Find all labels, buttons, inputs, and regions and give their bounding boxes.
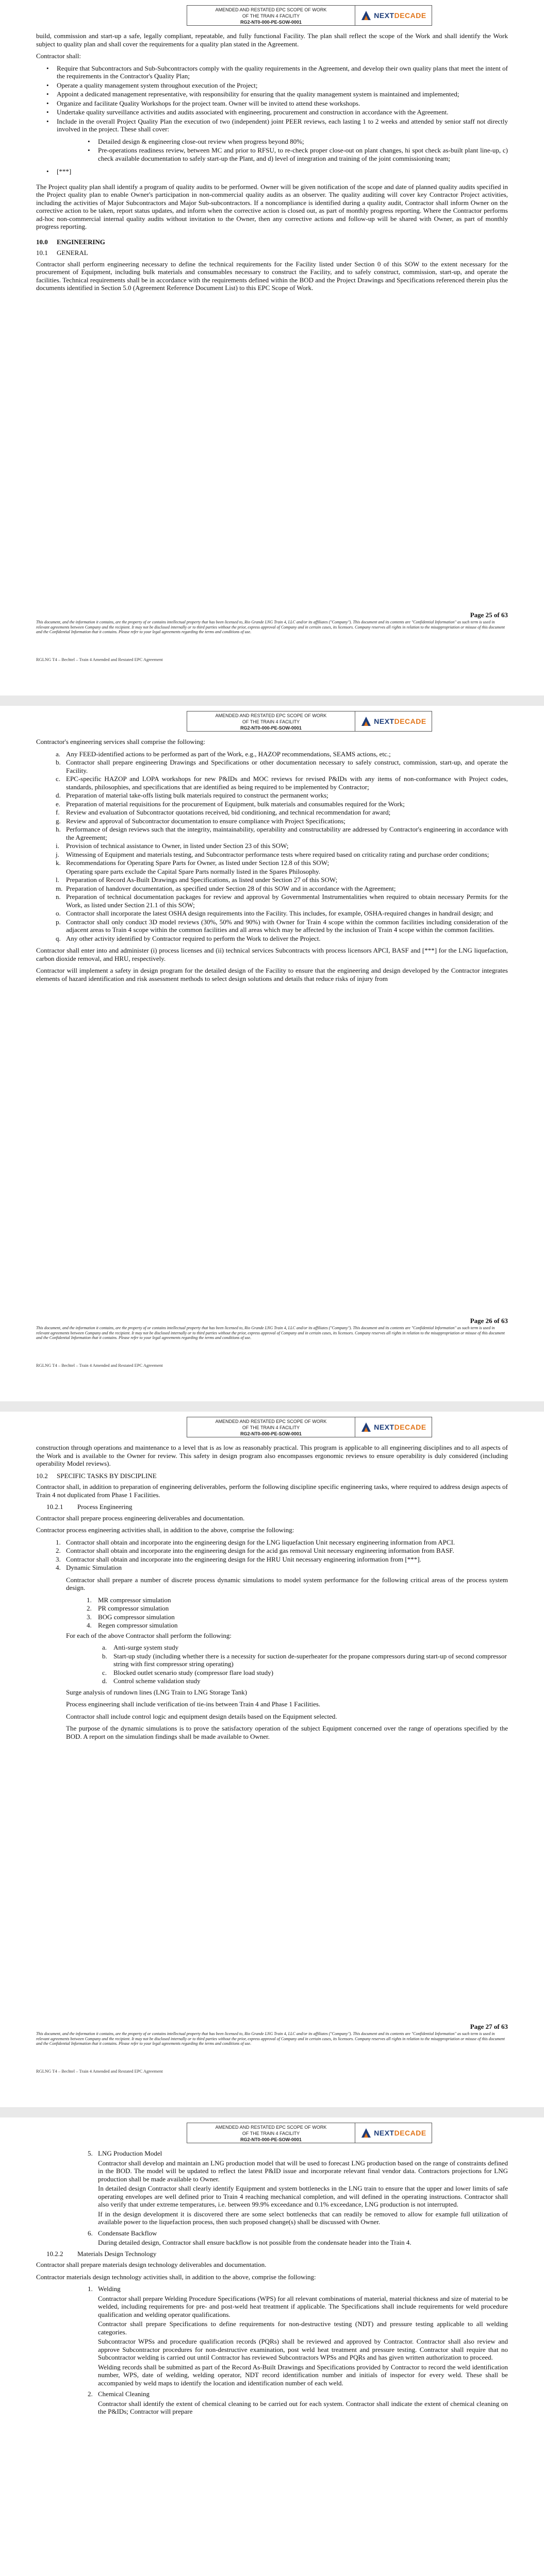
list-item	[36, 876, 508, 884]
company-logo	[355, 6, 432, 25]
list-marker: j.	[56, 850, 59, 858]
page-number: Page 27 of 63	[470, 2023, 508, 2030]
list-marker: n.	[56, 893, 61, 901]
subsubsection-title: Process Engineering	[77, 1503, 133, 1511]
list-marker: b.	[102, 1652, 107, 1660]
list-item: • Detailed design & engineering close-out review when progress beyond 80%;	[36, 138, 508, 146]
list-item	[36, 817, 508, 825]
list-item-text: Provision of technical assistance to Owner, in listed under Section 23 of this SOW;	[66, 842, 289, 850]
list-item	[36, 750, 508, 758]
section-title: ENGINEERING	[57, 238, 105, 246]
company-logo	[355, 711, 432, 731]
paragraph: Contractor shall identify the extent of chemical cleaning to be carried out for each system. Contractor shall indicate the extent of chemical cleaning on the P&IDs; Contractor will prepare	[98, 2399, 508, 2415]
paragraph: Subcontractor WPSs and procedure qualification records (PQRs) shall be reviewed and approved by Contractor. Contractor shall also review and approve Subcontractor procedures for non-destructive examination, post weld heat treatment and pressure testing. Contractor shall require that no Subcontractor welding is carried out until Contractor has reviewed Subcontractors WPSs and PQRs and has given written authorization to proceed.	[98, 2337, 508, 2361]
list-marker: 2.	[56, 1547, 61, 1554]
paragraph: In detailed design Contractor shall clearly identify Equipment and system bottlenecks in the LNG train to ensure that the upper and lower limits of safe operating envelopes are well defined prior to Train 4 reaching mechanical completion, and will defined in the operating instructions. Contractor shall also verify that under extreme temperatures, i.e. between 99.9% exceedance and 0.1% exceedance, LNG production is not interrupted.	[98, 2184, 508, 2208]
logo-text-decade: DECADE	[394, 717, 426, 725]
page-header	[187, 711, 432, 732]
logo-text-next: NEXT	[374, 1423, 394, 1431]
header-title	[187, 711, 355, 731]
paragraph: construction through operations and maintenance to a level that is as low as reasonably practical. This program is applicable to all engineering disciplines and to all aspects of the Work and is available to the Owner for review. This safety in design program also encompasses ergonomic reviews to ensure operability is duly considered (including operability Model reviews).	[36, 1444, 508, 1467]
paragraph: Contractor shall develop and maintain an LNG production model that will be used to forecast LNG production based on the range of constraints defined in the BOD. The model will be updated to reflect the latest P&ID issue and incorporate relevant final vendor data. Contractors projections for LNG production shall be made available to Owner.	[98, 2159, 508, 2183]
paragraph: Contractor will implement a safety in design program for the detailed design of the Facility to ensure that the engineering and design developed by the Contractor integrates elements of hazard identification and risk assessment methods to select design solutions and details that reduce risks of injury from	[36, 967, 508, 982]
list-item-text: Preparation of Record As-Built Drawings and Specifications, as listed under Section 27 of this SOW;	[66, 876, 338, 884]
page-header	[187, 5, 432, 26]
confidentiality-notice: This document, and the information it contains, are the property of or contains intellectual property that has been licensed to, Rio Grande LNG Train 4, LLC and/or its affiliates ("Company"). This document and its contents are "Confidential Information" as such term is used in relevant agreements between Company and the recipient. It may not be disclosed internally or to third parties without the prior, express approval of Company and in certain cases, its licensors. Company reserves all rights in relation to the misappropriation or misuse of this document and the Confidential Information that it contains. Please refer to your legal agreements regarding the terms and conditions of use.	[36, 2031, 505, 2046]
paragraph: build, commission and start-up a safe, legally compliant, repeatable, and fully functional Facility. The plan shall reflect the scope of the Work and shall identify the Work subject to quality plan and shall cover the requirements for a quality plan stated in the Agreement.	[36, 32, 508, 48]
list-marker: a.	[102, 1643, 107, 1651]
paragraph: Contractor materials design technology activities shall, in addition to the above, comprise the following:	[36, 2273, 316, 2281]
header-line-2: OF THE TRAIN 4 FACILITY	[242, 719, 300, 724]
paragraph: Contractor shall prepare Specifications to define requirements for non-destructive testing (NDT) and pressure testing applicable to all welding categories.	[98, 2320, 508, 2336]
confidentiality-notice: This document, and the information it contains, are the property of or contains intellectual property that has been licensed to, Rio Grande LNG Train 4, LLC and/or its affiliates ("Company"). This document and its contents are "Confidential Information" as such term is used in relevant agreements between Company and the recipient. It may not be disclosed internally or to third parties without the prior, express approval of Company and in certain cases, its licensors. Company reserves all rights in relation to the misappropriation or misuse of this document and the Confidential Information that it contains. Please refer to your legal agreements regarding the terms and conditions of use.	[36, 620, 505, 634]
list-item-text: Contractor shall incorporate the latest OSHA design requirements into the Facility. This includes, for example, OSHA-required changes in handrail design; and	[66, 909, 493, 917]
header-line-1: AMENDED AND RESTATED EPC SCOPE OF WORK	[215, 1419, 327, 1424]
list-marker: k.	[56, 859, 61, 867]
logo-text-next: NEXT	[374, 11, 394, 20]
item-number: 1.	[88, 2285, 93, 2293]
numbered-item	[36, 2229, 508, 2247]
list-item	[36, 1652, 508, 1668]
item-number: 6.	[88, 2229, 93, 2237]
header-line-2: OF THE TRAIN 4 FACILITY	[242, 13, 300, 19]
paragraph: If in the design development it is discovered there are some select bottlenecks that can readily be removed to allow for example full utilization of available power to the liquefaction process, then such proposed change(s) shall be discussed with Owner.	[98, 2210, 508, 2226]
header-line-2: OF THE TRAIN 4 FACILITY	[242, 2131, 300, 2136]
header-title	[187, 6, 355, 25]
list-item-text: PR compressor simulation	[98, 1604, 169, 1612]
list-item: • Require that Subcontractors and Sub-Subcontractors comply with the quality requirements in the Agreement, and develop their own quality plans that meet the intent of the requirements in the Contractor's Quality Plan;	[36, 64, 508, 80]
list-item	[36, 1555, 508, 1564]
page-header	[187, 2123, 432, 2143]
list-item-text: Preparation of handover documentation, as specified under Section 28 of this SOW and in accordance with the Agreement;	[66, 884, 396, 892]
logo-mark-icon	[360, 10, 372, 21]
bullet-list	[36, 64, 508, 133]
paragraph: The purpose of the dynamic simulations is to prove the satisfactory operation of the subject Equipment concerned over the range of operations specified by the BOD. A report on the simulation findings shall be made available to Owner.	[66, 1724, 508, 1740]
list-item-text: Preparation of technical documentation packages for review and approval by Governmental Instrumentalities when required to obtain necessary Permits for the Work, as listed under Section 21.1 of this SOW;	[66, 893, 508, 909]
list-item-text: Witnessing of Equipment and materials testing, and Subcontractor performance tests where required based on criticality rating and purchase order conditions;	[66, 850, 489, 858]
list-item	[36, 1669, 508, 1677]
item-title: LNG Production Model	[98, 2149, 162, 2157]
paragraph: Welding records shall be submitted as part of the Record As-Built Drawings and Specifications provided by Contractor to record the weld identification number, WPS, date of welding, welding operator, NDT record identification number and initials of inspector for every weld. These shall be accompanied by weld maps to identify the location and identification number of each weld.	[98, 2363, 508, 2387]
confidentiality-notice: This document, and the information it contains, are the property of or contains intellectual property that has been licensed to, Rio Grande LNG Train 4, LLC and/or its affiliates ("Company"). This document and its contents are "Confidential Information" as such term is used in relevant agreements between Company and the recipient. It may not be disclosed internally or to third parties without the prior, express approval of Company and in certain cases, its licensors. Company reserves all rights in relation to the misappropriation or misuse of this document and the Confidential Information that it contains. Please refer to your legal agreements regarding the terms and conditions of use.	[36, 1326, 505, 1340]
paragraph: During detailed design, Contractor shall ensure backflow is not possible from the condensate header into the Train 4.	[98, 2239, 411, 2246]
list-marker: e.	[56, 800, 61, 808]
paragraph: Contractor shall enter into and administer (i) process licenses and (ii) technical services Subcontracts with process licensors APCI, BASF and [***] for the LNG liquefaction, carbon dioxide removal, and HRU, respectively.	[36, 946, 508, 962]
list-marker: 3.	[87, 1613, 92, 1621]
list-item	[36, 775, 508, 791]
header-title	[187, 1417, 355, 1437]
list-item-text: Regen compressor simulation	[98, 1621, 178, 1629]
paragraph: For each of the above Contractor shall perform the following:	[66, 1631, 232, 1639]
paragraph: Contractor shall perform engineering necessary to define the technical requirements for the Facility listed under Section 0 of this SOW to the extent necessary for the procurement of Equipment, including bulk materials and consumables necessary to construct the Facility, and to safely construct, commission, start-up, and operate the facilities. Technical requirements shall be in accordance with the requirements defined within the BOD and the Project Drawings and Specifications referenced therein plus the documents identified in Section 5.0 (Agreement Reference Document List) to this EPC Scope of Work.	[36, 260, 508, 292]
subsection-heading	[36, 249, 508, 257]
header-line-1: AMENDED AND RESTATED EPC SCOPE OF WORK	[215, 713, 327, 718]
list-item: • [***]	[36, 167, 508, 176]
list-item-text: Review and evaluation of Subcontractor quotations received, bid conditioning, and technical recommendation for award;	[66, 808, 391, 816]
list-item	[36, 1604, 508, 1613]
list-item-text: Contractor shall obtain and incorporate into the engineering design for the LNG liquefaction Unit necessary engineering information from APCI.	[66, 1538, 455, 1546]
logo-mark-icon	[360, 1421, 372, 1433]
logo-mark-icon	[360, 716, 372, 727]
list-marker: m.	[56, 884, 63, 892]
list-marker: g.	[56, 817, 61, 825]
list-item-text: Review and approval of Subcontractor documentation to ensure compliance with Project Specifications;	[66, 817, 345, 825]
page-body	[36, 738, 508, 987]
list-marker: d.	[56, 791, 61, 799]
paragraph: Contractor shall prepare materials design technology deliverables and documentation.	[36, 2261, 267, 2268]
list-item-text: Blocked outlet scenario study (compressor flare load study)	[113, 1668, 274, 1676]
header-doc-number: RG2-NT0-000-PE-SOW-0001	[240, 1431, 302, 1436]
header-title	[187, 2123, 355, 2143]
list-item-text: EPC-specific HAZOP and LOPA workshops for new P&IDs and MOC reviews for revised P&IDs with any items of non-conformance with Project codes, standards, philosophies, and specifications that are identified as being required to be implemented by Contractor;	[66, 775, 508, 791]
paragraph: Contractor shall include control logic and equipment design details based on the Equipment selected.	[66, 1712, 337, 1720]
logo-mark-icon	[360, 2127, 372, 2139]
paragraph: Contractor shall:	[36, 52, 81, 60]
subsubsection-title: Materials Design Technology	[77, 2249, 157, 2258]
list-item	[36, 825, 508, 841]
item-title: Condensate Backflow	[98, 2229, 157, 2237]
subsection-title: GENERAL	[57, 249, 88, 257]
list-marker: a.	[56, 750, 61, 758]
list-item	[36, 885, 508, 893]
numbered-list	[36, 1596, 508, 1630]
subsubsection-number: 10.2.2	[46, 2249, 63, 2258]
list-marker: l.	[56, 876, 59, 884]
subsubsection-number: 10.2.1	[46, 1503, 63, 1511]
paragraph: Contractor shall prepare Welding Procedure Specifications (WPS) for all relevant combinations of material, material thickness and size of material to be welded, including requirements for pre- and post-weld heat treatment if applicable. The Specifications shall include requirements for weld procedure qualification and welding operator qualifications.	[98, 2294, 508, 2318]
list-marker: q.	[56, 934, 61, 942]
list-item: • Include in the overall Project Quality Plan the execution of two (independent) joint PEER reviews, each lasting 1 to 2 weeks and attended by senior staff not directly involved in the project. These shall cover:	[36, 117, 508, 133]
paragraph: Surge analysis of rundown lines (LNG Train to LNG Storage Tank)	[66, 1688, 248, 1696]
paragraph: The Project quality plan shall identify a program of quality audits to be performed. Owner will be given notification of the scope and date of planned quality audits specified in the Project quality plan to enable Owner's participation in non-commercial quality audits as an observer. The quality auditing will cover key Contractor Project activities, including the activities of Major Subcontractors and Major Sub-subcontractors. If a noncompliance is identified during a quality audit, Contractor shall inform Owner on the corrective action to be taken, report status updates, and inform when the corrective action is closed out, as part of monthly progress reporting. Where the Contractor performs ad-hoc non-commercial internal quality audits without invitation to the Owner, then any corrective actions and follow-up will be shared with Owner, as part of monthly progress reporting.	[36, 182, 508, 230]
lettered-list	[36, 750, 508, 943]
list-item-text: Anti-surge system study	[113, 1643, 179, 1651]
list-item	[36, 935, 508, 943]
list-item	[36, 893, 508, 909]
list-item	[36, 1564, 508, 1572]
lettered-list	[36, 1643, 508, 1685]
header-line-2: OF THE TRAIN 4 FACILITY	[242, 1425, 300, 1430]
paragraph: Contractor shall prepare process engineering deliverables and documentation.	[36, 1514, 245, 1522]
list-item	[36, 851, 508, 859]
list-item: • Undertake quality surveillance activities and audits associated with engineering, procurement and construction in accordance with the Agreement.	[36, 108, 508, 116]
bullet-list	[36, 167, 508, 176]
subsection-title: SPECIFIC TASKS BY DISCIPLINE	[57, 1471, 157, 1480]
list-item-text: Preparation of material requisitions for the procurement of Equipment, bulk materials and consumables required for the Work;	[66, 800, 405, 808]
list-item-text: MR compressor simulation	[98, 1596, 171, 1604]
document-page-1	[0, 0, 544, 696]
subsubsection-heading	[46, 1503, 508, 1511]
list-item	[36, 868, 508, 876]
list-item	[36, 859, 508, 867]
page-number: Page 26 of 63	[470, 1317, 508, 1325]
list-item-text: BOG compressor simulation	[98, 1613, 175, 1621]
item-number: 2.	[88, 2390, 93, 2398]
page-number: Page 25 of 63	[470, 611, 508, 619]
page-header	[187, 1417, 432, 1437]
paragraph: Contractor process engineering activities shall, in addition to the above, comprise the following:	[36, 1526, 294, 1534]
page-body	[36, 1444, 508, 1744]
list-marker: 2.	[87, 1604, 92, 1612]
header-doc-number: RG2-NT0-000-PE-SOW-0001	[240, 2137, 302, 2142]
subsection-number: 10.1	[36, 249, 48, 257]
list-marker: c.	[56, 775, 61, 783]
list-item-text: Contractor shall only conduct 3D model reviews (30%, 50% and 90%) with Owner for Train 4 scope within the common facilities including consideration of the adjacent areas to Train 4 scope within the common facilities and all areas which may be affected by the inclusion of Train 4 scope within the common facilities.	[66, 918, 508, 934]
sub-bullet-list	[36, 138, 508, 163]
header-line-1: AMENDED AND RESTATED EPC SCOPE OF WORK	[215, 7, 327, 12]
list-marker: 1.	[56, 1538, 61, 1546]
list-marker: i.	[56, 842, 59, 850]
list-item-text: Contractor shall prepare engineering Drawings and Specifications or other documentation necessary to safely construct, commission, start-up, and operate the Facility.	[66, 758, 508, 774]
list-item-text: Recommendations for Operating Spare Parts for Owner, as listed under Section 12.8 of this SOW;	[66, 859, 329, 867]
list-item	[36, 808, 508, 817]
header-line-1: AMENDED AND RESTATED EPC SCOPE OF WORK	[215, 2125, 327, 2130]
list-item: • Operate a quality management system throughout execution of the Project;	[36, 81, 508, 90]
logo-text-decade: DECADE	[394, 2129, 426, 2137]
company-logo	[355, 1417, 432, 1437]
list-item	[36, 791, 508, 800]
list-item	[36, 918, 508, 934]
paragraph: Contractor shall prepare a number of discrete process dynamic simulations to model system performance for the following critical areas of the process system design.	[66, 1575, 508, 1591]
page-body	[36, 2149, 508, 2419]
document-page-3	[0, 1412, 544, 2107]
logo-text-next: NEXT	[374, 2129, 394, 2137]
numbered-list	[36, 1538, 508, 1572]
list-item: • Organize and facilitate Quality Workshops for the project team. Owner will be invited to attend these workshops.	[36, 99, 508, 108]
paragraph: Contractor shall, in addition to preparation of engineering deliverables, perform the following discipline specific engineering tasks, where required to address design aspects of Train 4 not duplicated from Phase 1 Facilities.	[36, 1483, 508, 1499]
list-marker: p.	[56, 918, 61, 926]
list-item	[36, 842, 508, 850]
list-item	[36, 1621, 508, 1630]
subsubsection-heading	[46, 2250, 508, 2258]
paragraph: Process engineering shall include verification of tie-ins between Train 4 and Phase 1 Facilities.	[66, 1700, 321, 1708]
document-page-2	[0, 706, 544, 1401]
numbered-item	[36, 2285, 508, 2387]
list-item	[36, 1547, 508, 1555]
list-marker: f.	[56, 808, 60, 816]
list-marker: d.	[102, 1677, 107, 1685]
section-number: 10.0	[36, 238, 48, 246]
list-marker: 4.	[56, 1564, 61, 1571]
list-item-text: Control scheme validation study	[113, 1677, 201, 1685]
list-item: • Pre-operations readiness review, between MC and prior to RFSU, to re-check proper close-out on plant changes, hi spot check as-built plant line-up, c) check available documentation to safely start-up the Plant, and d) level of integration and training of the joint commissioning team;	[36, 146, 508, 162]
company-logo	[355, 2123, 432, 2143]
list-marker: c.	[102, 1668, 107, 1676]
list-item	[36, 1613, 508, 1621]
list-marker: b.	[56, 758, 61, 766]
subsection-heading	[36, 1472, 508, 1480]
list-item-text: Any FEED-identified actions to be performed as part of the Work, e.g., HAZOP recommendations, SEAMS actions, etc.;	[66, 750, 391, 758]
subsection-number: 10.2	[36, 1471, 48, 1480]
list-item-text: Start-up study (including whether there is a necessity for suction de-superheater for the propane compressors during start-up of second compressor string with first compressor string operating)	[113, 1652, 507, 1668]
footer-reference: RGLNG T4 – Bechtel – Train 4 Amended and Restated EPC Agreement	[36, 2069, 163, 2074]
list-item-text: Operating spare parts exclude the Capital Spare Parts normally listed in the Spares Philosophy.	[66, 867, 321, 875]
page-body	[36, 32, 508, 296]
item-title: Welding	[98, 2285, 121, 2293]
paragraph: Contractor's engineering services shall comprise the following:	[36, 738, 205, 745]
list-item-text: Any other activity identified by Contractor required to perform the Work to deliver the Project.	[66, 934, 321, 942]
list-item	[36, 1538, 508, 1547]
header-doc-number: RG2-NT0-000-PE-SOW-0001	[240, 20, 302, 25]
list-item	[36, 909, 508, 918]
list-item	[36, 1596, 508, 1604]
list-item	[36, 1643, 508, 1652]
list-item	[36, 1677, 508, 1685]
logo-text-next: NEXT	[374, 717, 394, 725]
list-item-text: Contractor shall obtain and incorporate into the engineering design for the HRU Unit necessary engineering information from [***].	[66, 1555, 421, 1563]
item-number: 5.	[88, 2149, 93, 2157]
numbered-item	[36, 2390, 508, 2416]
list-marker: o.	[56, 909, 61, 917]
list-marker: 4.	[87, 1621, 92, 1629]
list-item	[36, 800, 508, 808]
logo-text-decade: DECADE	[394, 11, 426, 20]
header-doc-number: RG2-NT0-000-PE-SOW-0001	[240, 725, 302, 731]
list-item-text: Dynamic Simulation	[66, 1564, 122, 1571]
footer-reference: RGLNG T4 – Bechtel – Train 4 Amended and Restated EPC Agreement	[36, 1363, 163, 1368]
item-title: Chemical Cleaning	[98, 2390, 150, 2398]
list-marker: h.	[56, 825, 61, 833]
list-item-text: Preparation of material take-offs listing bulk materials required to construct the permanent works;	[66, 791, 328, 799]
list-marker: 3.	[56, 1555, 61, 1563]
list-item: • Appoint a dedicated management representative, with responsibility for ensuring that the quality management system is maintained and implemented;	[36, 90, 508, 98]
footer-reference: RGLNG T4 – Bechtel – Train 4 Amended and Restated EPC Agreement	[36, 657, 163, 662]
list-marker: 1.	[87, 1596, 92, 1604]
list-item	[36, 758, 508, 774]
list-item-text: Contractor shall obtain and incorporate into the engineering design for the acid gas removal Unit necessary engineering information from BASF.	[66, 1547, 454, 1554]
logo-text-decade: DECADE	[394, 1423, 426, 1431]
numbered-item	[36, 2149, 508, 2226]
section-heading	[36, 238, 508, 246]
list-item-text: Performance of design reviews such that the integrity, maintainability, operability and constructability are addressed by Contractor's engineering in accordance with the Agreement;	[66, 825, 508, 841]
document-page-4	[0, 2117, 544, 2576]
